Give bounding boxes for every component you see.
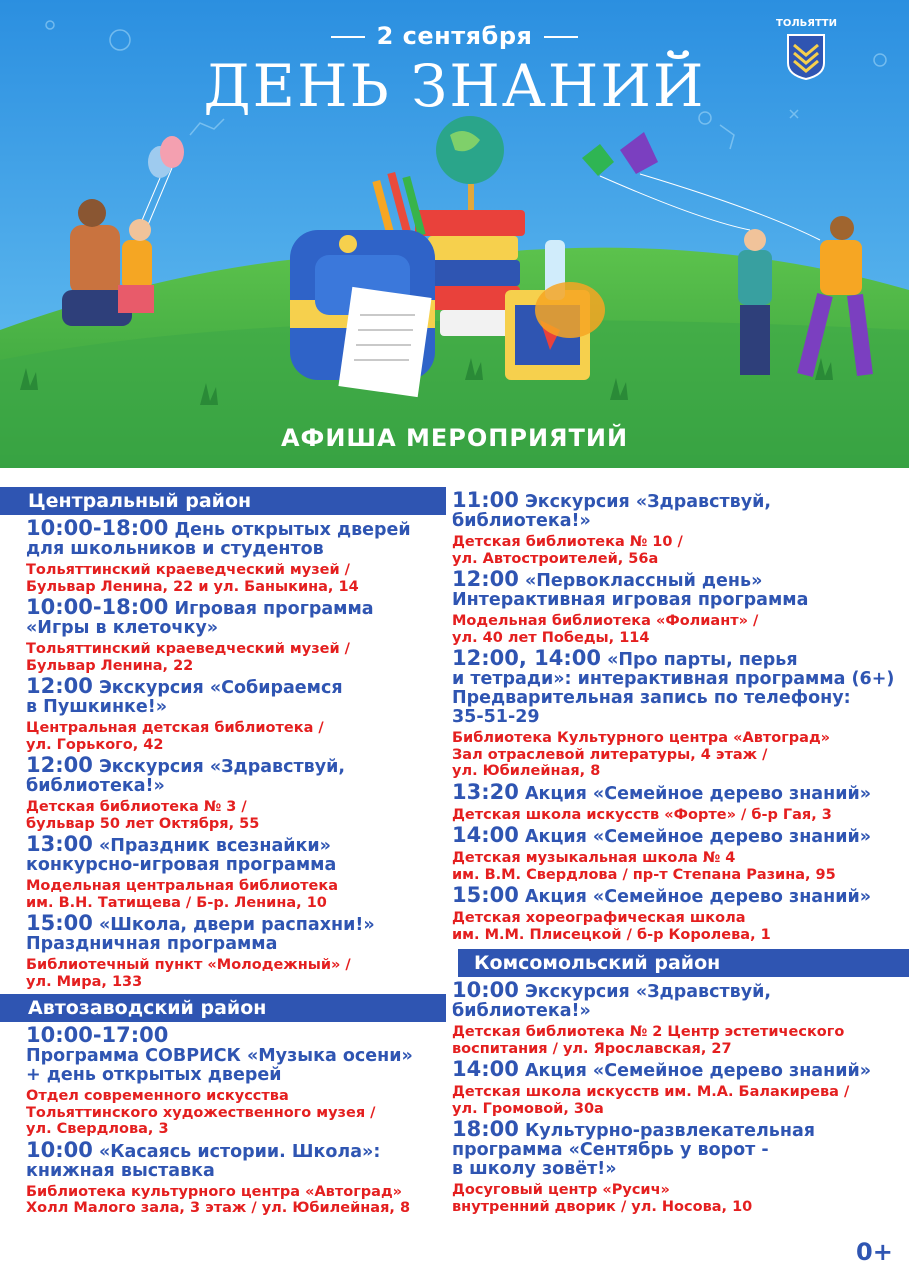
event-title (452, 779, 909, 804)
event-venue: Центральная детская библиотека / ул. Горького, 42 (26, 720, 324, 753)
event-item (0, 595, 446, 674)
event-title (26, 753, 446, 796)
city-logo-label: ТОЛЬЯТТИ (776, 18, 837, 29)
city-logo (776, 18, 836, 81)
event-title (26, 1137, 446, 1181)
event-item (446, 779, 909, 824)
event-venue: Детская библиотека № 2 Центр эстетического воспитания / ул. Ярославская, 27 (452, 1024, 845, 1057)
event-time: 15:00 (452, 883, 519, 907)
event-title (452, 978, 909, 1021)
event-description: «Первоклассный день» Интерактивная игровая программа (452, 571, 809, 610)
event-time: 10:00 (452, 978, 519, 1002)
event-description: Экскурсия «Здравствуй, библиотека!» (26, 757, 346, 796)
event-item (0, 911, 446, 990)
event-venue: Детская музыкальная школа № 4 им. В.М. Свердлова / пр-т Степана Разина, 95 (452, 850, 836, 883)
district-heading-avtozavodsky: Автозаводский район (0, 994, 446, 1022)
event-venue: Библиотека культурного центра «Автоград» Холл Малого зала, 3 этаж / ул. Юбилейная, 8 (26, 1183, 411, 1216)
event-description: «Школа, двери распахни!» Праздничная программа (26, 915, 375, 954)
event-time: 12:00, 14:00 (452, 646, 601, 670)
event-description: Акция «Семейное дерево знаний» (518, 783, 872, 804)
event-title (26, 595, 446, 638)
page-title: ДЕНЬ ЗНАНИЙ (203, 52, 706, 120)
event-time: 11:00 (452, 488, 519, 512)
event-title (26, 674, 446, 717)
event-time: 13:20 (452, 779, 519, 804)
event-venue: Тольяттинский краеведческий музей / Бульвар Ленина, 22 и ул. Баныкина, 14 (26, 562, 359, 595)
event-venue: Детская школа искусств «Форте» / б-р Гая, 3 (452, 806, 832, 823)
event-item (0, 674, 446, 753)
event-time: 18:00 (452, 1117, 519, 1141)
event-description: Экскурсия «Собираемся в Пушкинке!» (26, 678, 343, 717)
event-description: Программа СОВРИСК «Музыка осени» + день открытых дверей (26, 1046, 413, 1085)
event-description: Игровая программа «Игры в клеточку» (26, 599, 374, 638)
event-item (0, 832, 446, 911)
event-title (26, 516, 446, 559)
event-title (452, 1117, 909, 1179)
event-item (446, 488, 909, 567)
event-description: Экскурсия «Здравствуй, библиотека!» (452, 492, 772, 531)
event-description: День открытых дверей для школьников и студентов (26, 520, 411, 559)
event-item (446, 567, 909, 646)
event-time: 14:00 (452, 1057, 519, 1081)
event-title (26, 911, 446, 954)
event-time: 12:00 (26, 674, 93, 698)
event-venue: Детская школа искусств им. М.А. Балакирева / ул. Громовой, 30а (452, 1084, 850, 1117)
age-rating-badge: 0+ (856, 1238, 893, 1266)
event-title (452, 823, 909, 847)
left-column (0, 487, 446, 1217)
event-title (452, 646, 909, 727)
event-venue: Досуговый центр «Русич» внутренний дворик / ул. Носова, 10 (452, 1182, 753, 1215)
event-venue: Тольяттинский краеведческий музей / Бульвар Ленина, 22 (26, 641, 350, 674)
event-title (452, 567, 909, 610)
event-venue: Модельная центральная библиотека им. В.Н. Татищева / Б-р. Ленина, 10 (26, 878, 339, 911)
event-title (26, 1023, 446, 1085)
event-title (26, 832, 446, 875)
event-venue: Модельная библиотека «Фолиант» / ул. 40 лет Победы, 114 (452, 613, 759, 646)
district-heading-central: Центральный район (0, 487, 446, 515)
event-venue: Детская библиотека № 10 / ул. Автостроителей, 56а (452, 534, 683, 567)
event-item (0, 753, 446, 832)
event-item (446, 823, 909, 883)
central-events (0, 516, 446, 990)
event-time: 14:00 (452, 823, 519, 847)
event-time: 12:00 (26, 753, 93, 777)
event-item (0, 1023, 446, 1138)
event-item (0, 516, 446, 595)
event-time: 12:00 (452, 567, 519, 591)
poster-label: АФИША МЕРОПРИЯТИЙ (280, 424, 629, 452)
event-title (452, 488, 909, 531)
event-description: Экскурсия «Здравствуй, библиотека!» (452, 982, 772, 1021)
event-item (0, 1137, 446, 1217)
event-description: Культурно-развлекательная программа «Сентябрь у ворот - в школу зовёт!» (452, 1121, 815, 1179)
event-time: 10:00-17:00 (26, 1023, 169, 1047)
event-title (452, 883, 909, 907)
event-item (446, 1117, 909, 1215)
event-venue: Детская библиотека № 3 / бульвар 50 лет Октября, 55 (26, 799, 260, 832)
event-description: Акция «Семейное дерево знаний» (518, 887, 872, 907)
event-venue: Детская хореографическая школа им. М.М. Плисецкой / б-р Королева, 1 (452, 910, 771, 943)
event-venue: Отдел современного искусства Тольяттинского художественного музея / ул. Свердлова, 3 (26, 1088, 376, 1137)
event-time: 10:00 (26, 1137, 93, 1162)
event-description: Акция «Семейное дерево знаний» (518, 827, 872, 847)
event-date: 2 сентября (0, 22, 909, 50)
avtozavodsky-events-left (0, 1023, 446, 1217)
right-column (446, 487, 909, 1215)
event-time: 10:00-18:00 (26, 595, 169, 619)
event-description: Акция «Семейное дерево знаний» (518, 1061, 872, 1081)
event-venue: Библиотечный пункт «Молодежный» / ул. Мира, 133 (26, 957, 351, 990)
event-item (446, 978, 909, 1057)
event-venue: Библиотека Культурного центра «Автоград» Зал отраслевой литературы, 4 этаж / ул. Юбилейная, 8 (452, 730, 831, 779)
event-item (446, 1057, 909, 1117)
event-description: «Касаясь истории. Школа»: книжная выставка (26, 1141, 381, 1181)
komsomolsky-events (446, 978, 909, 1215)
event-time: 13:00 (26, 832, 93, 856)
event-item (446, 883, 909, 943)
event-description: «Про парты, перья и тетради»: интерактивная программа (6+) Предварительная запись по телефону: 35-51-29 (452, 650, 895, 727)
event-description: «Праздник всезнайки» конкурсно-игровая программа (26, 836, 337, 875)
event-title (452, 1057, 909, 1081)
city-crest-icon (786, 33, 826, 81)
district-heading-komsomolsky: Комсомольский район (458, 949, 909, 977)
avtozavodsky-events-right (446, 488, 909, 943)
event-time: 15:00 (26, 911, 93, 935)
hero-banner (0, 0, 909, 468)
event-time: 10:00-18:00 (26, 516, 169, 540)
event-item (446, 646, 909, 780)
